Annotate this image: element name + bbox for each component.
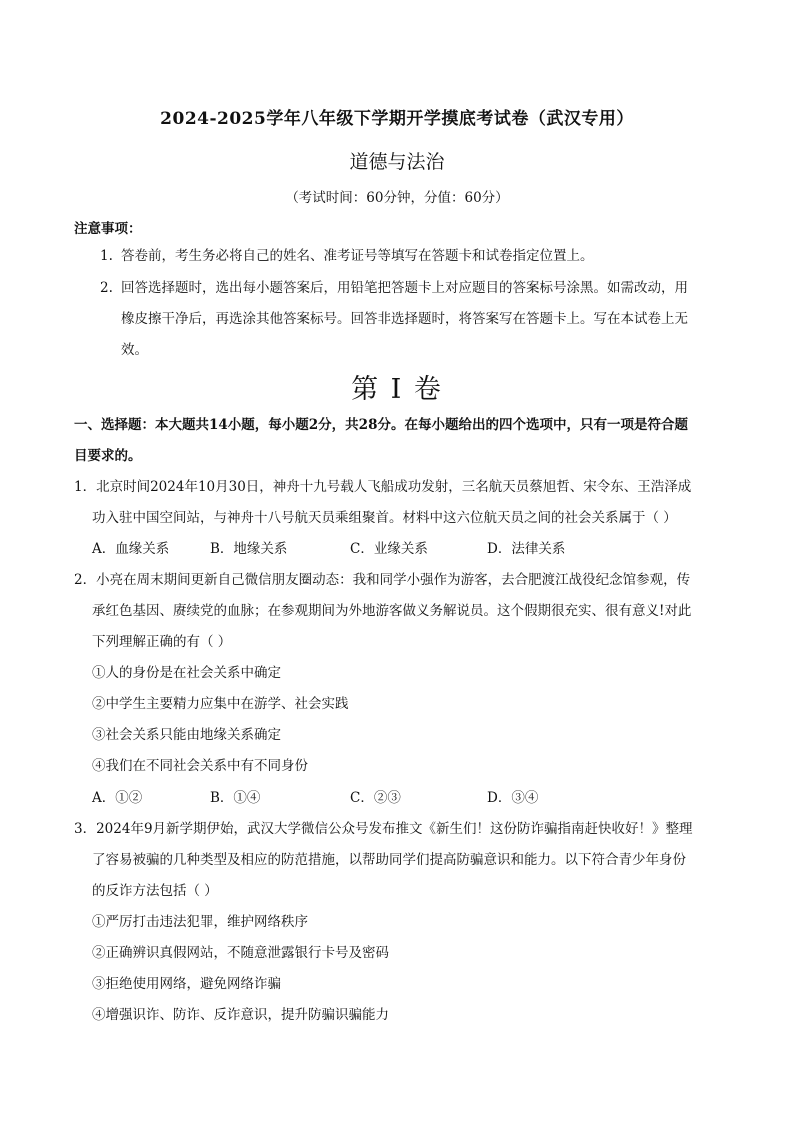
statement: ④增强识诈、防诈、反诈意识，提升防骗识骗能力 xyxy=(92,1007,389,1023)
question-text: 3．2024年9月新学期伊始，武汉大学微信公众号发布推文《新生们！这份防诈骗指南赶快收好！》整理 xyxy=(74,821,693,837)
statement: ①人的身份是在社会关系中确定 xyxy=(92,665,281,681)
option-d[interactable]: D．③④ xyxy=(487,790,539,806)
statement: ②中学生主要精力应集中在游学、社会实践 xyxy=(92,696,349,712)
notice-item-number: 2. xyxy=(100,280,113,296)
option-b[interactable]: B．地缘关系 xyxy=(210,541,288,557)
question-text: 1．北京时间2024年10月30日，神舟十九号载人飞船成功发射，三名航天员蔡旭哲、宋令东、王浩泽成 xyxy=(74,479,692,495)
section-heading-line: 一、选择题：本大题共14小题，每小题2分，共28分。在每小题给出的四个选项中，只有一项是符合题 xyxy=(74,417,688,433)
option-d[interactable]: D．法律关系 xyxy=(487,541,566,557)
option-c[interactable]: C．②③ xyxy=(350,790,401,806)
notice-item-text: 橡皮擦干净后，再选涂其他答案标号。回答非选择题时，将答案写在答题卡上。写在本试卷上无 xyxy=(121,311,688,327)
question-text: 下列理解正确的有（ ） xyxy=(92,634,232,650)
question-2-statements xyxy=(92,658,712,782)
notice-item xyxy=(100,241,725,272)
question-1 xyxy=(74,472,724,534)
notice-item-number: 1. xyxy=(100,248,113,264)
notice-heading: 注意事项： xyxy=(74,221,142,237)
exam-title: 2024-2025学年八年级下学期开学摸底考试卷（武汉专用） xyxy=(160,109,634,129)
question-text: 的反诈方法包括（ ） xyxy=(92,883,218,899)
question-text: 2．小亮在周末期间更新自己微信朋友圈动态：我和同学小强作为游客，去合肥渡江战役纪念馆参观，传 xyxy=(74,572,691,588)
statement: ③拒绝使用网络，避免网络诈骗 xyxy=(92,976,281,992)
question-2 xyxy=(74,565,724,658)
option-a[interactable]: A．血缘关系 xyxy=(92,541,170,557)
question-3-statements xyxy=(92,907,712,1031)
option-c[interactable]: C．业缘关系 xyxy=(350,541,428,557)
question-2-options xyxy=(92,783,712,814)
statement: ①严厉打击违法犯罪，维护网络秩序 xyxy=(92,914,308,930)
option-a[interactable]: A．①② xyxy=(92,790,143,806)
question-text: 承红色基因、赓续党的血脉；在参观期间为外地游客做义务解说员。这个假期很充实、很有意义!对此 xyxy=(92,603,692,619)
option-b[interactable]: B．①④ xyxy=(210,790,261,806)
notice-item xyxy=(100,273,725,366)
notice-item-text: 回答选择题时，选出每小题答案后，用铅笔把答题卡上对应题目的答案标号涂黑。如需改动，用 xyxy=(121,280,688,296)
question-text: 了容易被骗的几种类型及相应的防范措施，以帮助同学们提高防骗意识和能力。以下符合青少年身份 xyxy=(92,852,686,868)
volume-heading: 第 I 卷 xyxy=(351,374,443,405)
exam-subject: 道德与法治 xyxy=(349,151,445,173)
statement: ④我们在不同社会关系中有不同身份 xyxy=(92,758,308,774)
notice-item-text: 效。 xyxy=(121,342,148,358)
section-heading-line: 目要求的。 xyxy=(74,448,142,464)
statement: ②正确辨识真假网站，不随意泄露银行卡号及密码 xyxy=(92,945,389,961)
statement: ③社会关系只能由地缘关系确定 xyxy=(92,727,281,743)
exam-info: （考试时间：60分钟，分值：60分） xyxy=(285,190,509,206)
section-heading xyxy=(74,410,724,472)
question-3 xyxy=(74,814,724,907)
question-1-options xyxy=(92,534,712,565)
notice-item-text: 答卷前，考生务必将自己的姓名、准考证号等填写在答题卡和试卷指定位置上。 xyxy=(121,248,594,264)
question-text: 功入驻中国空间站，与神舟十八号航天员乘组聚首。材料中这六位航天员之间的社会关系属于（ ） xyxy=(92,510,677,526)
